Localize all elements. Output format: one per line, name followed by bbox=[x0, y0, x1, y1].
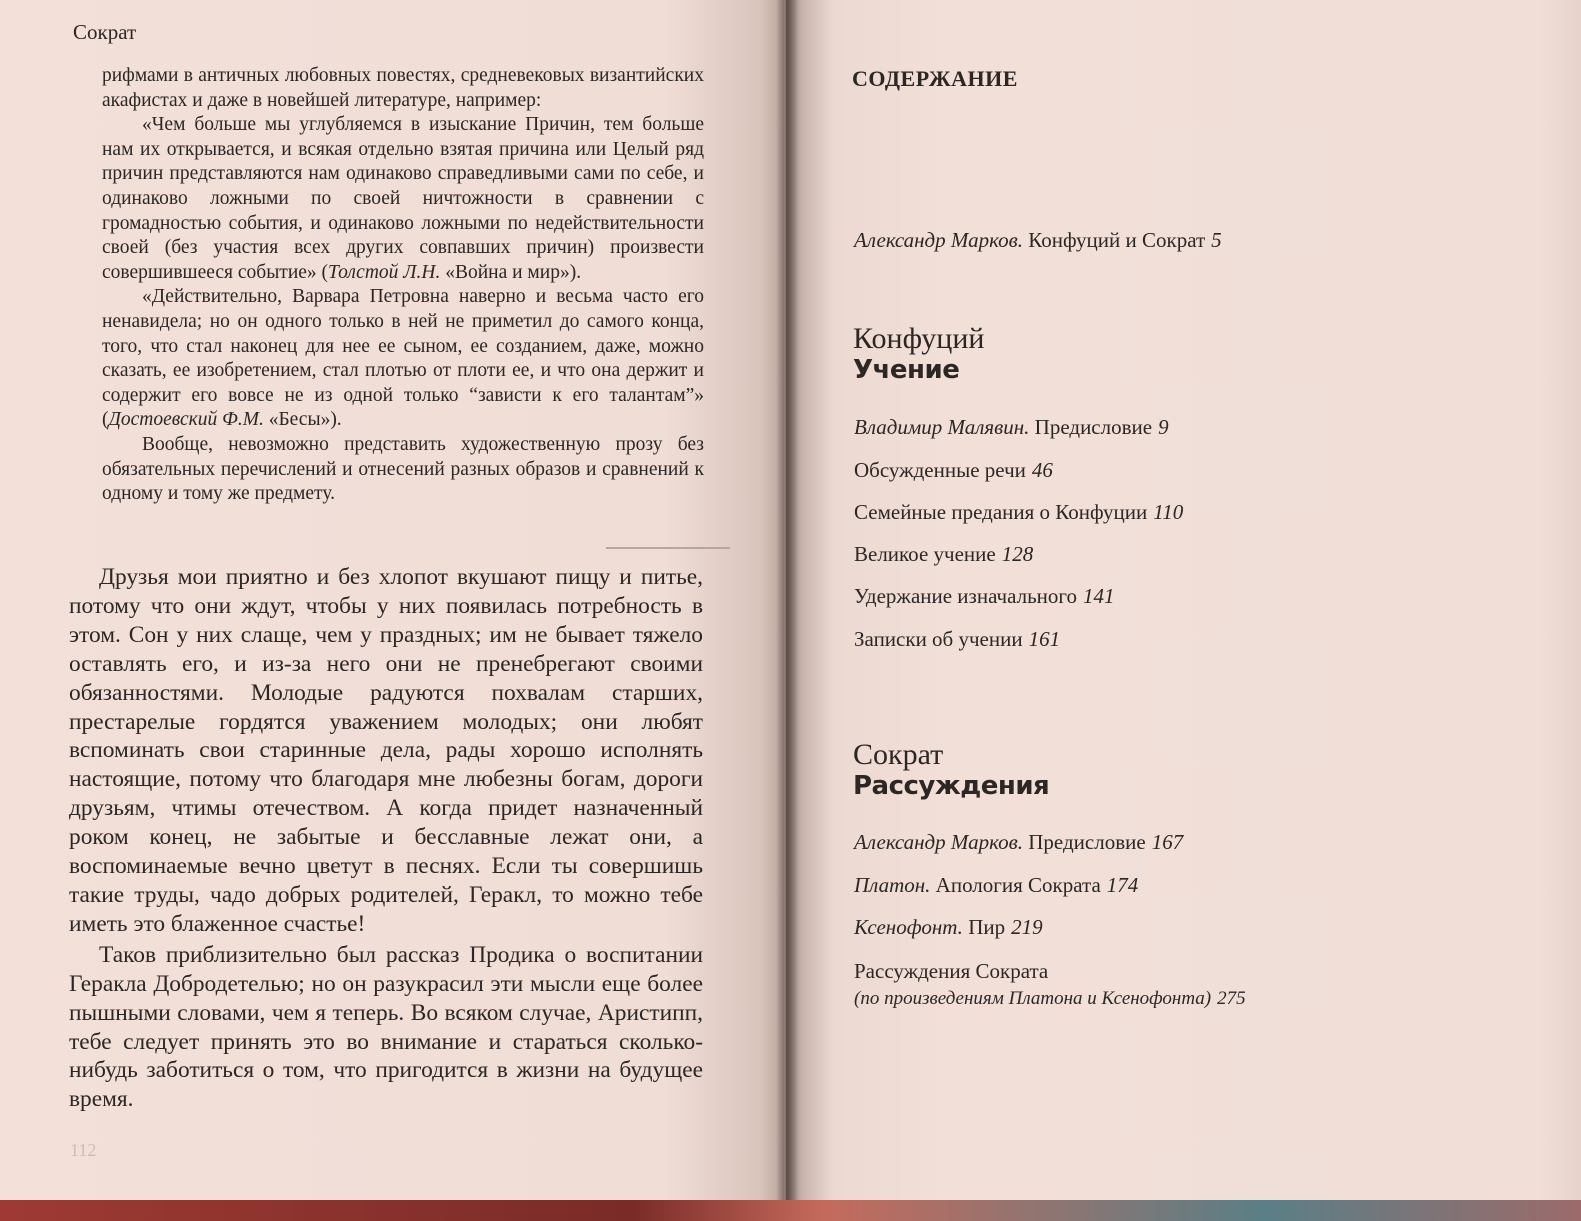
toc-entry-title: Апология Сократа bbox=[935, 873, 1101, 897]
quote-text: «Чем больше мы углубляемся в изыскание Причин, тем больше нам их открывается, и всякая отдельно взятая причина или Целый ряд причин представляются нам одинаково справедливыми сами по себе, и одинаково ложными по своей ничтожности в сравнении с громадностью события, и одинаково ложными по недействительности своей (без участия всех других совпавших причин) произвести совершившееся событие» ( bbox=[102, 114, 704, 283]
quote-paragraph bbox=[102, 433, 704, 507]
quote-text: Вообще, невозможно представить художественную прозу без обязательных перечислений и отнесений разных образов и сравнений к одному и тому же предмету. bbox=[102, 433, 704, 505]
toc-entry-page: 141 bbox=[1083, 584, 1115, 608]
toc-entry-page: 128 bbox=[1001, 542, 1034, 566]
toc-entry-page: 167 bbox=[1151, 830, 1184, 854]
toc-entry-author: Александр Марков. bbox=[854, 830, 1024, 854]
section-name: Сократ bbox=[853, 738, 944, 771]
toc-entry[interactable] bbox=[854, 873, 1138, 898]
toc-entry[interactable] bbox=[854, 627, 1060, 652]
toc-entry[interactable] bbox=[854, 915, 1043, 940]
toc-entry-page: 46 bbox=[1031, 458, 1053, 482]
toc-entry[interactable] bbox=[854, 415, 1169, 440]
section-name: Конфуций bbox=[853, 322, 985, 355]
book-spine-shadow bbox=[776, 0, 798, 1221]
toc-entry-page: 174 bbox=[1106, 873, 1139, 897]
section-subtitle: Рассуждения bbox=[853, 771, 1050, 801]
section-heading-confucius bbox=[853, 322, 984, 386]
quote-paragraph bbox=[102, 64, 704, 113]
toc-entry[interactable] bbox=[854, 458, 1053, 483]
separator-rule bbox=[606, 547, 730, 549]
toc-entry-title: Пир bbox=[968, 915, 1006, 939]
toc-entry-title: Обсужденные речи bbox=[854, 458, 1026, 482]
body-paragraph: Друзья мои приятно и без хлопот вкушают пищу и питье, потому что они ждут, чтобы у них появилась потребность в этом. Сон у них слаще, чем у праздных; им не бывает тяжело оставлять его, и из-за него они не пренебрегают своими обязанностями. Молодые радуются похвалам старших, престарелые гордятся уважением молодых; они любят вспоминать свои старинные дела, рады хорошо исполнять настоящие, потому что благодаря мне любезны богам, дороги друзьям, чтимы отечеством. А когда придет назначенный роком конец, не забытые и бесславные лежат они, а воспоминаемые вечно цветут в песнях. Если ты совершишь такие труды, чадо добрых родителей, Геракл, то можно тебе иметь это блаженное счастье! bbox=[69, 564, 703, 937]
toc-entry-title: Конфуций и Сократ bbox=[1028, 228, 1206, 252]
toc-entry-title: Удержание изначального bbox=[854, 584, 1078, 608]
quote-paragraph bbox=[102, 113, 704, 285]
main-text-block bbox=[69, 563, 703, 1114]
toc-entry-note: (по произведениям Платона и Ксенофонта) bbox=[854, 988, 1212, 1009]
toc-entry[interactable] bbox=[854, 830, 1183, 855]
toc-entry-page: 5 bbox=[1211, 228, 1222, 252]
toc-entry-title: Великое учение bbox=[854, 542, 996, 566]
toc-entry-page: 110 bbox=[1153, 500, 1184, 524]
toc-entry-title: Рассуждения Сократа bbox=[854, 959, 1049, 983]
section-subtitle: Учение bbox=[853, 355, 960, 385]
toc-entry-author: Платон. bbox=[854, 873, 931, 897]
body-paragraph: Таков приблизительно был рассказ Продика о воспитании Геракла Добродетелью; но он разукрасил эти мысли еще более пышными словами, чем я теперь. Во всяком случае, Аристипп, тебе следует принять это во внимание и стараться сколько-нибудь заботиться о том, что пригодится в жизни на будущее время. bbox=[69, 941, 703, 1113]
page-number: 112 bbox=[70, 1140, 97, 1160]
toc-entry[interactable] bbox=[854, 959, 1246, 1010]
toc-entry-author: Владимир Малявин. bbox=[854, 415, 1030, 439]
toc-entry[interactable] bbox=[854, 500, 1183, 525]
toc-entry[interactable] bbox=[854, 228, 1222, 253]
running-head: Сократ bbox=[73, 20, 137, 44]
toc-entry-title: Предисловие bbox=[1028, 830, 1146, 854]
toc-entry-title: Семейные предания о Конфуции bbox=[854, 500, 1148, 524]
toc-title: СОДЕРЖАНИЕ bbox=[852, 66, 1018, 91]
toc-entry-author: Александр Марков. bbox=[854, 228, 1024, 252]
toc-entry-page: 275 bbox=[1217, 988, 1246, 1009]
quote-text: рифмами в античных любовных повестях, средневековых византийских акафистах и даже в новейшей литературе, например: bbox=[102, 65, 704, 111]
quote-author: Достоевский Ф.М. bbox=[108, 409, 264, 431]
quote-text: «Война и мир»). bbox=[440, 261, 582, 283]
quote-block bbox=[102, 64, 704, 507]
toc-entry-title: Записки об учении bbox=[854, 627, 1023, 651]
toc-entry-page: 219 bbox=[1011, 915, 1043, 939]
toc-entry-page: 9 bbox=[1158, 415, 1169, 439]
quote-text: «Бесы»). bbox=[263, 409, 342, 431]
cover-edge bbox=[0, 1200, 1581, 1221]
toc-entry[interactable] bbox=[854, 584, 1115, 609]
toc-entry-title: Предисловие bbox=[1034, 415, 1153, 439]
toc-entry-author: Ксенофонт. bbox=[854, 915, 963, 939]
quote-text: «Действительно, Варвара Петровна наверно и весьма часто его ненавидела; но он одного только в ней не приметил до самого конца, того, что стал наконец для нее ее сыном, ее созданием, даже, можно сказать, ее изобретением, стал плотью от плоти ее, и что она держит и содержит его вовсе не из одной только “зависти к его талантам”» ( bbox=[102, 286, 704, 431]
left-page bbox=[0, 0, 784, 1208]
toc-entry-note-line bbox=[854, 988, 1246, 1010]
section-heading-socrates bbox=[853, 738, 1049, 802]
toc-entry[interactable] bbox=[854, 542, 1033, 567]
quote-paragraph bbox=[102, 285, 704, 433]
quote-author: Толстой Л.Н. bbox=[328, 261, 441, 283]
toc-entry-page: 161 bbox=[1028, 627, 1061, 651]
